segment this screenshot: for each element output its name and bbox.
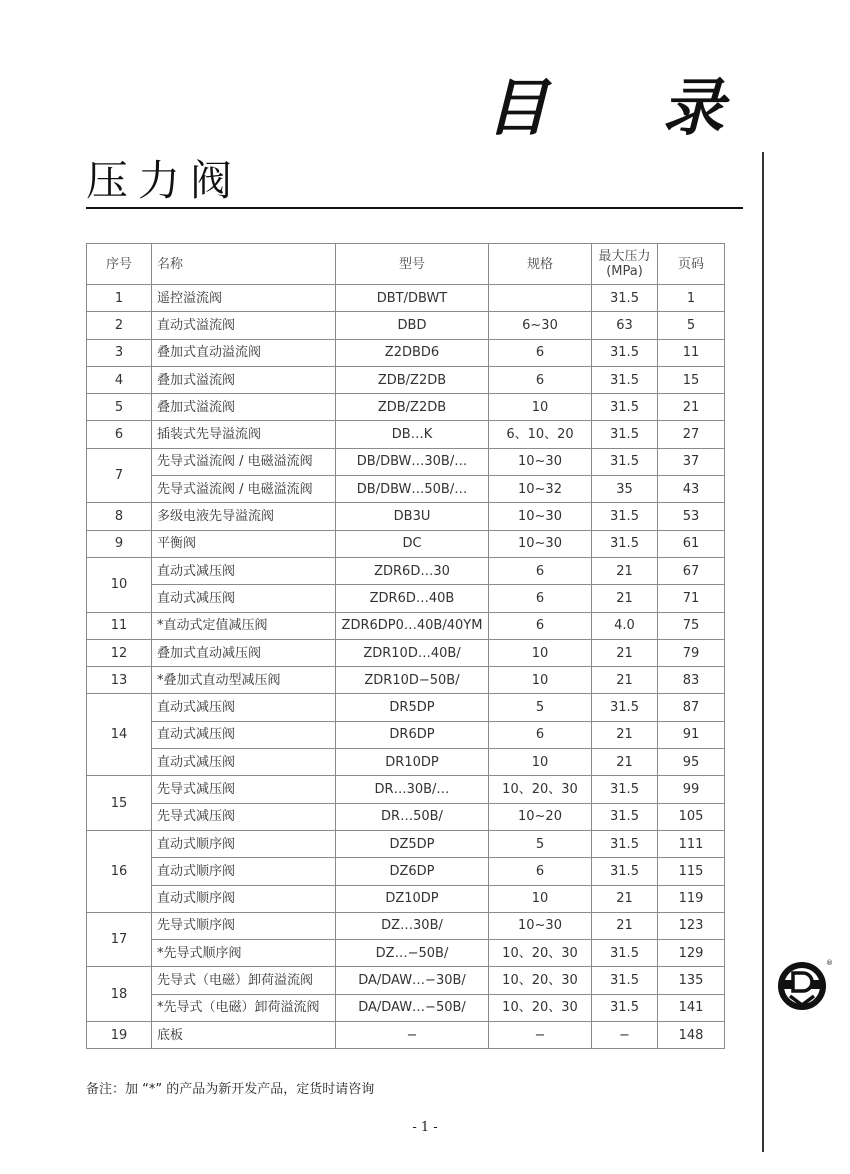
cell-spec: 6~30 bbox=[489, 312, 592, 339]
cell-pressure: 31.5 bbox=[592, 503, 658, 530]
cell-spec bbox=[489, 285, 592, 312]
cell-spec: − bbox=[489, 1022, 592, 1049]
table-row bbox=[87, 776, 725, 803]
cell-pressure: − bbox=[592, 1022, 658, 1049]
header-name: 名称 bbox=[152, 244, 336, 285]
cell-page: 83 bbox=[658, 667, 725, 694]
table-row bbox=[87, 421, 725, 448]
toc-title bbox=[486, 58, 766, 144]
header-model: 型号 bbox=[336, 244, 489, 285]
cell-page: 87 bbox=[658, 694, 725, 721]
cell-no: 15 bbox=[87, 776, 152, 831]
cell-spec: 10、20、30 bbox=[489, 940, 592, 967]
cell-pressure: 31.5 bbox=[592, 940, 658, 967]
section-title: 压力阀 bbox=[86, 156, 243, 205]
cell-no: 14 bbox=[87, 694, 152, 776]
cell-spec: 10~20 bbox=[489, 803, 592, 830]
cell-pressure: 21 bbox=[592, 585, 658, 612]
cell-no: 11 bbox=[87, 612, 152, 639]
side-divider bbox=[762, 152, 764, 1152]
cell-model: DZ6DP bbox=[336, 858, 489, 885]
cell-model: DR6DP bbox=[336, 721, 489, 748]
cell-model: DZ…30B/ bbox=[336, 912, 489, 939]
cell-no: 13 bbox=[87, 667, 152, 694]
cell-page: 105 bbox=[658, 803, 725, 830]
cell-model: ZDR10D−50B/ bbox=[336, 667, 489, 694]
table-row bbox=[87, 749, 725, 776]
header-pressure-line1: 最大压力 bbox=[598, 249, 651, 264]
cell-spec: 10 bbox=[489, 667, 592, 694]
cell-pressure: 21 bbox=[592, 639, 658, 666]
cell-page: 135 bbox=[658, 967, 725, 994]
table-row bbox=[87, 557, 725, 584]
cell-no: 2 bbox=[87, 312, 152, 339]
cell-page: 43 bbox=[658, 476, 725, 503]
cell-name: *先导式（电磁）卸荷溢流阀 bbox=[152, 994, 336, 1021]
cell-page: 61 bbox=[658, 530, 725, 557]
cell-spec: 10 bbox=[489, 749, 592, 776]
cell-name: 先导式顺序阀 bbox=[152, 912, 336, 939]
cell-name: 遥控溢流阀 bbox=[152, 285, 336, 312]
table-row bbox=[87, 694, 725, 721]
table-row bbox=[87, 312, 725, 339]
cell-model: DB/DBW…30B/… bbox=[336, 448, 489, 475]
cell-name: 直动式减压阀 bbox=[152, 749, 336, 776]
table-body bbox=[87, 285, 725, 1049]
cell-page: 5 bbox=[658, 312, 725, 339]
cell-no: 6 bbox=[87, 421, 152, 448]
cell-pressure: 21 bbox=[592, 557, 658, 584]
table-row bbox=[87, 585, 725, 612]
table-row bbox=[87, 830, 725, 857]
table-header-row bbox=[87, 244, 725, 285]
cell-no: 8 bbox=[87, 503, 152, 530]
cell-name: 直动式顺序阀 bbox=[152, 885, 336, 912]
table-row bbox=[87, 503, 725, 530]
page-number: - 1 - bbox=[412, 1120, 438, 1135]
cell-name: 叠加式溢流阀 bbox=[152, 394, 336, 421]
cell-model: ZDR6DP0…40B/40YM bbox=[336, 612, 489, 639]
cell-name: 底板 bbox=[152, 1022, 336, 1049]
table-row bbox=[87, 967, 725, 994]
cell-name: 直动式顺序阀 bbox=[152, 858, 336, 885]
cell-name: 先导式减压阀 bbox=[152, 803, 336, 830]
table-row bbox=[87, 940, 725, 967]
cell-model: ZDR6D…40B bbox=[336, 585, 489, 612]
cell-no: 10 bbox=[87, 557, 152, 612]
cell-no: 3 bbox=[87, 339, 152, 366]
table-row bbox=[87, 612, 725, 639]
cell-name: 叠加式直动减压阀 bbox=[152, 639, 336, 666]
table-row bbox=[87, 530, 725, 557]
cell-pressure: 31.5 bbox=[592, 694, 658, 721]
cell-pressure: 31.5 bbox=[592, 448, 658, 475]
cell-page: 123 bbox=[658, 912, 725, 939]
cell-page: 79 bbox=[658, 639, 725, 666]
cell-pressure: 63 bbox=[592, 312, 658, 339]
table-row bbox=[87, 885, 725, 912]
cell-spec: 10~30 bbox=[489, 448, 592, 475]
header-page: 页码 bbox=[658, 244, 725, 285]
cell-name: 叠加式溢流阀 bbox=[152, 366, 336, 393]
cell-name: 直动式减压阀 bbox=[152, 557, 336, 584]
cell-model: ZDR6D…30 bbox=[336, 557, 489, 584]
cell-name: 插装式先导溢流阀 bbox=[152, 421, 336, 448]
cell-pressure: 31.5 bbox=[592, 994, 658, 1021]
cell-model: DA/DAW…−50B/ bbox=[336, 994, 489, 1021]
cell-name: *先导式顺序阀 bbox=[152, 940, 336, 967]
cell-pressure: 31.5 bbox=[592, 803, 658, 830]
cell-no: 9 bbox=[87, 530, 152, 557]
table-row bbox=[87, 448, 725, 475]
footnote: 备注：加 “*” 的产品为新开发产品，定货时请咨询 bbox=[86, 1082, 375, 1097]
table-row bbox=[87, 858, 725, 885]
cell-spec: 10~32 bbox=[489, 476, 592, 503]
cell-no: 5 bbox=[87, 394, 152, 421]
cell-spec: 10 bbox=[489, 394, 592, 421]
cell-model: DB/DBW…50B/… bbox=[336, 476, 489, 503]
cell-no: 7 bbox=[87, 448, 152, 503]
cell-name: 直动式减压阀 bbox=[152, 585, 336, 612]
cell-no: 16 bbox=[87, 830, 152, 912]
cell-model: DZ5DP bbox=[336, 830, 489, 857]
cell-no: 12 bbox=[87, 639, 152, 666]
table-row bbox=[87, 285, 725, 312]
cell-model: DBD bbox=[336, 312, 489, 339]
company-logo-icon bbox=[776, 956, 832, 1016]
cell-page: 148 bbox=[658, 1022, 725, 1049]
cell-spec: 6 bbox=[489, 585, 592, 612]
cell-pressure: 35 bbox=[592, 476, 658, 503]
cell-spec: 10~30 bbox=[489, 912, 592, 939]
toc-table bbox=[86, 243, 725, 1049]
cell-spec: 6 bbox=[489, 339, 592, 366]
table-row bbox=[87, 994, 725, 1021]
table-row bbox=[87, 1022, 725, 1049]
cell-page: 111 bbox=[658, 830, 725, 857]
cell-page: 141 bbox=[658, 994, 725, 1021]
cell-pressure: 31.5 bbox=[592, 530, 658, 557]
cell-spec: 10、20、30 bbox=[489, 776, 592, 803]
cell-pressure: 31.5 bbox=[592, 394, 658, 421]
header-spec: 规格 bbox=[489, 244, 592, 285]
cell-page: 15 bbox=[658, 366, 725, 393]
cell-pressure: 21 bbox=[592, 667, 658, 694]
cell-page: 115 bbox=[658, 858, 725, 885]
cell-spec: 5 bbox=[489, 694, 592, 721]
cell-spec: 10、20、30 bbox=[489, 967, 592, 994]
toc-title-char-1: 目 bbox=[486, 71, 549, 144]
cell-model: DB3U bbox=[336, 503, 489, 530]
table-row bbox=[87, 667, 725, 694]
registered-mark: ® bbox=[826, 959, 833, 967]
cell-no: 19 bbox=[87, 1022, 152, 1049]
cell-no: 18 bbox=[87, 967, 152, 1022]
cell-model: DZ10DP bbox=[336, 885, 489, 912]
cell-name: 叠加式直动溢流阀 bbox=[152, 339, 336, 366]
cell-pressure: 31.5 bbox=[592, 366, 658, 393]
cell-page: 11 bbox=[658, 339, 725, 366]
table-row bbox=[87, 639, 725, 666]
cell-name: 先导式（电磁）卸荷溢流阀 bbox=[152, 967, 336, 994]
header-pressure bbox=[592, 244, 658, 285]
cell-name: 先导式减压阀 bbox=[152, 776, 336, 803]
cell-page: 67 bbox=[658, 557, 725, 584]
cell-spec: 6 bbox=[489, 721, 592, 748]
cell-model: DR10DP bbox=[336, 749, 489, 776]
cell-name: 直动式减压阀 bbox=[152, 721, 336, 748]
cell-page: 119 bbox=[658, 885, 725, 912]
cell-spec: 10 bbox=[489, 639, 592, 666]
cell-spec: 6 bbox=[489, 557, 592, 584]
cell-model: ZDR10D…40B/ bbox=[336, 639, 489, 666]
section-divider bbox=[86, 207, 743, 209]
cell-page: 91 bbox=[658, 721, 725, 748]
cell-spec: 6、10、20 bbox=[489, 421, 592, 448]
cell-model: Z2DBD6 bbox=[336, 339, 489, 366]
cell-page: 99 bbox=[658, 776, 725, 803]
cell-pressure: 31.5 bbox=[592, 830, 658, 857]
cell-pressure: 31.5 bbox=[592, 421, 658, 448]
cell-model: DB…K bbox=[336, 421, 489, 448]
cell-name: 直动式溢流阀 bbox=[152, 312, 336, 339]
cell-name: 直动式顺序阀 bbox=[152, 830, 336, 857]
cell-name: 平衡阀 bbox=[152, 530, 336, 557]
cell-pressure: 31.5 bbox=[592, 858, 658, 885]
cell-no: 1 bbox=[87, 285, 152, 312]
cell-name: 先导式溢流阀 / 电磁溢流阀 bbox=[152, 448, 336, 475]
cell-name: 多级电液先导溢流阀 bbox=[152, 503, 336, 530]
cell-pressure: 31.5 bbox=[592, 285, 658, 312]
header-no: 序号 bbox=[87, 244, 152, 285]
cell-page: 37 bbox=[658, 448, 725, 475]
cell-model: DZ…−50B/ bbox=[336, 940, 489, 967]
cell-spec: 6 bbox=[489, 366, 592, 393]
header-pressure-unit: (MPa) bbox=[606, 264, 643, 279]
table-row bbox=[87, 912, 725, 939]
cell-model: − bbox=[336, 1022, 489, 1049]
cell-spec: 10~30 bbox=[489, 503, 592, 530]
table-row bbox=[87, 366, 725, 393]
cell-name: *叠加式直动型减压阀 bbox=[152, 667, 336, 694]
cell-name: 直动式减压阀 bbox=[152, 694, 336, 721]
cell-page: 71 bbox=[658, 585, 725, 612]
cell-pressure: 4.0 bbox=[592, 612, 658, 639]
cell-page: 53 bbox=[658, 503, 725, 530]
cell-page: 129 bbox=[658, 940, 725, 967]
cell-model: DC bbox=[336, 530, 489, 557]
company-logo bbox=[776, 956, 832, 1016]
cell-spec: 5 bbox=[489, 830, 592, 857]
table-row bbox=[87, 721, 725, 748]
cell-page: 21 bbox=[658, 394, 725, 421]
cell-spec: 6 bbox=[489, 858, 592, 885]
cell-no: 4 bbox=[87, 366, 152, 393]
cell-model: DR5DP bbox=[336, 694, 489, 721]
cell-name: *直动式定值减压阀 bbox=[152, 612, 336, 639]
cell-model: DR…30B/… bbox=[336, 776, 489, 803]
cell-spec: 10、20、30 bbox=[489, 994, 592, 1021]
cell-no: 17 bbox=[87, 912, 152, 967]
cell-model: DBT/DBWT bbox=[336, 285, 489, 312]
cell-pressure: 31.5 bbox=[592, 967, 658, 994]
cell-pressure: 21 bbox=[592, 721, 658, 748]
cell-page: 27 bbox=[658, 421, 725, 448]
cell-spec: 6 bbox=[489, 612, 592, 639]
cell-pressure: 21 bbox=[592, 912, 658, 939]
cell-model: DR…50B/ bbox=[336, 803, 489, 830]
cell-model: ZDB/Z2DB bbox=[336, 366, 489, 393]
cell-page: 1 bbox=[658, 285, 725, 312]
cell-pressure: 21 bbox=[592, 885, 658, 912]
table-row bbox=[87, 394, 725, 421]
cell-page: 75 bbox=[658, 612, 725, 639]
cell-pressure: 21 bbox=[592, 749, 658, 776]
cell-pressure: 31.5 bbox=[592, 776, 658, 803]
cell-model: DA/DAW…−30B/ bbox=[336, 967, 489, 994]
cell-pressure: 31.5 bbox=[592, 339, 658, 366]
table-row bbox=[87, 476, 725, 503]
cell-page: 95 bbox=[658, 749, 725, 776]
table-row bbox=[87, 803, 725, 830]
table-row bbox=[87, 339, 725, 366]
cell-model: ZDB/Z2DB bbox=[336, 394, 489, 421]
toc-title-char-2: 录 bbox=[662, 71, 725, 144]
cell-spec: 10~30 bbox=[489, 530, 592, 557]
cell-name: 先导式溢流阀 / 电磁溢流阀 bbox=[152, 476, 336, 503]
cell-spec: 10 bbox=[489, 885, 592, 912]
